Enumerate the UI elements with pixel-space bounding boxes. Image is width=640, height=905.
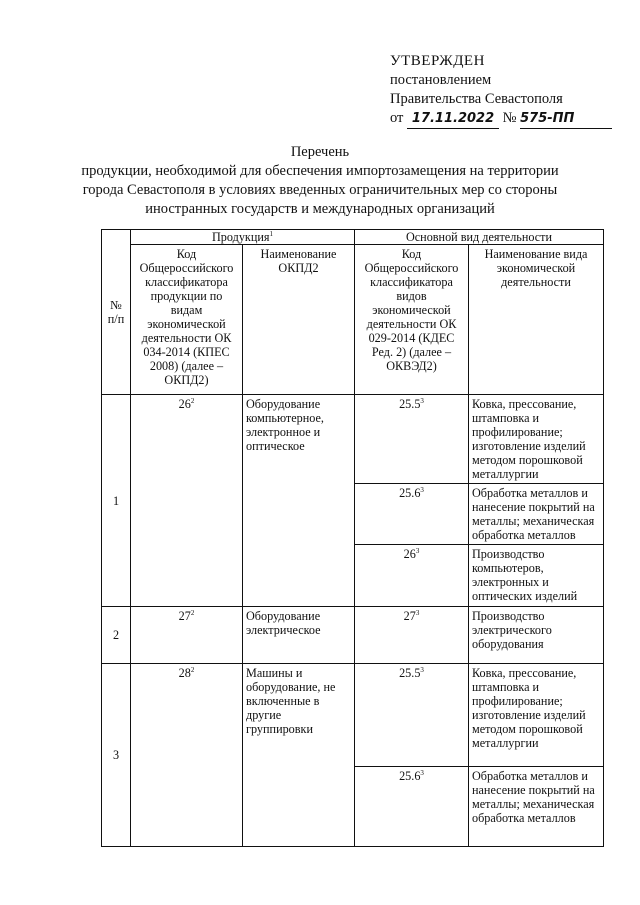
- products-table: [101, 229, 604, 847]
- approval-line-1: постановлением: [390, 72, 492, 88]
- header-okved-name: Наименование вида экономической деятельности: [469, 245, 604, 395]
- row-num: 3: [102, 664, 131, 847]
- okpd-name: Машины и оборудование, не включенные в другие группировки: [243, 664, 355, 847]
- row-num: 1: [102, 395, 131, 607]
- header-row-2: [102, 245, 604, 395]
- okved-code: 25.5$^3$: [355, 664, 469, 767]
- title-line-2: продукции, необходимой для обеспечения импортозамещения на территории: [81, 163, 559, 179]
- table-row: [102, 395, 604, 484]
- approval-number: 575-ПП: [520, 109, 612, 129]
- okpd-code: $26^2$: [131, 395, 243, 607]
- okved-code: $26^3$: [355, 545, 469, 607]
- okpd-name: Оборудование компьютерное, электронное и оптическое: [243, 395, 355, 607]
- okved-name: Обработка металлов и нанесение покрытий на металлы; механическая обработка металлов: [469, 484, 604, 545]
- approval-date-line: [390, 109, 612, 129]
- header-products: Продукция$^1$: [131, 230, 355, 245]
- table-row: [102, 664, 604, 767]
- okpd-name: Оборудование электрическое: [243, 607, 355, 664]
- title-line-3: города Севастополя в условиях введенных ограничительных мер со стороны: [82, 182, 558, 198]
- okved-name: Ковка, прессование, штамповка и профилирование; изготовление изделий методом порошковой металлургии: [469, 664, 604, 767]
- okved-code: $27^3$: [355, 607, 469, 664]
- okved-name: Производство электрического оборудования: [469, 607, 604, 664]
- okpd-code: $27^2$: [131, 607, 243, 664]
- number-prefix: №: [502, 110, 517, 126]
- title-line-1: Перечень: [290, 144, 350, 160]
- header-okpd-name: Наименование ОКПД2: [243, 245, 355, 395]
- approval-date: 17.11.2022: [407, 109, 499, 129]
- okved-name: Ковка, прессование, штамповка и профилирование; изготовление изделий методом порошковой металлургии: [469, 395, 604, 484]
- date-prefix: от: [390, 110, 404, 126]
- approval-heading: УТВЕРЖДЕН: [390, 53, 485, 69]
- okved-code: 25.5$^3$: [355, 395, 469, 484]
- approval-block: [390, 52, 612, 129]
- okved-code: 25.6$^3$: [355, 484, 469, 545]
- okpd-code: $28^2$: [131, 664, 243, 847]
- row-num: 2: [102, 607, 131, 664]
- header-okpd-code: Код Общероссийского классификатора продукции по видам экономической деятельности ОК 034-2014 (КПЕС 2008) (далее – ОКПД2): [131, 245, 243, 395]
- header-row-1: [102, 230, 604, 245]
- title-line-4: иностранных государств и международных организаций: [145, 201, 495, 217]
- approval-line-2: Правительства Севастополя: [390, 91, 563, 107]
- document-title: [0, 143, 640, 219]
- header-okved-code: Код Общероссийского классификатора видов экономической деятельности ОК 029-2014 (КДЕС Ред. 2) (далее – ОКВЭД2): [355, 245, 469, 395]
- header-activity: Основной вид деятельности: [355, 230, 604, 245]
- okved-code: 25.6$^3$: [355, 767, 469, 847]
- okved-name: Обработка металлов и нанесение покрытий на металлы; механическая обработка металлов: [469, 767, 604, 847]
- table-row: [102, 607, 604, 664]
- header-num: № п/п: [102, 230, 131, 395]
- okved-name: Производство компьютеров, электронных и оптических изделий: [469, 545, 604, 607]
